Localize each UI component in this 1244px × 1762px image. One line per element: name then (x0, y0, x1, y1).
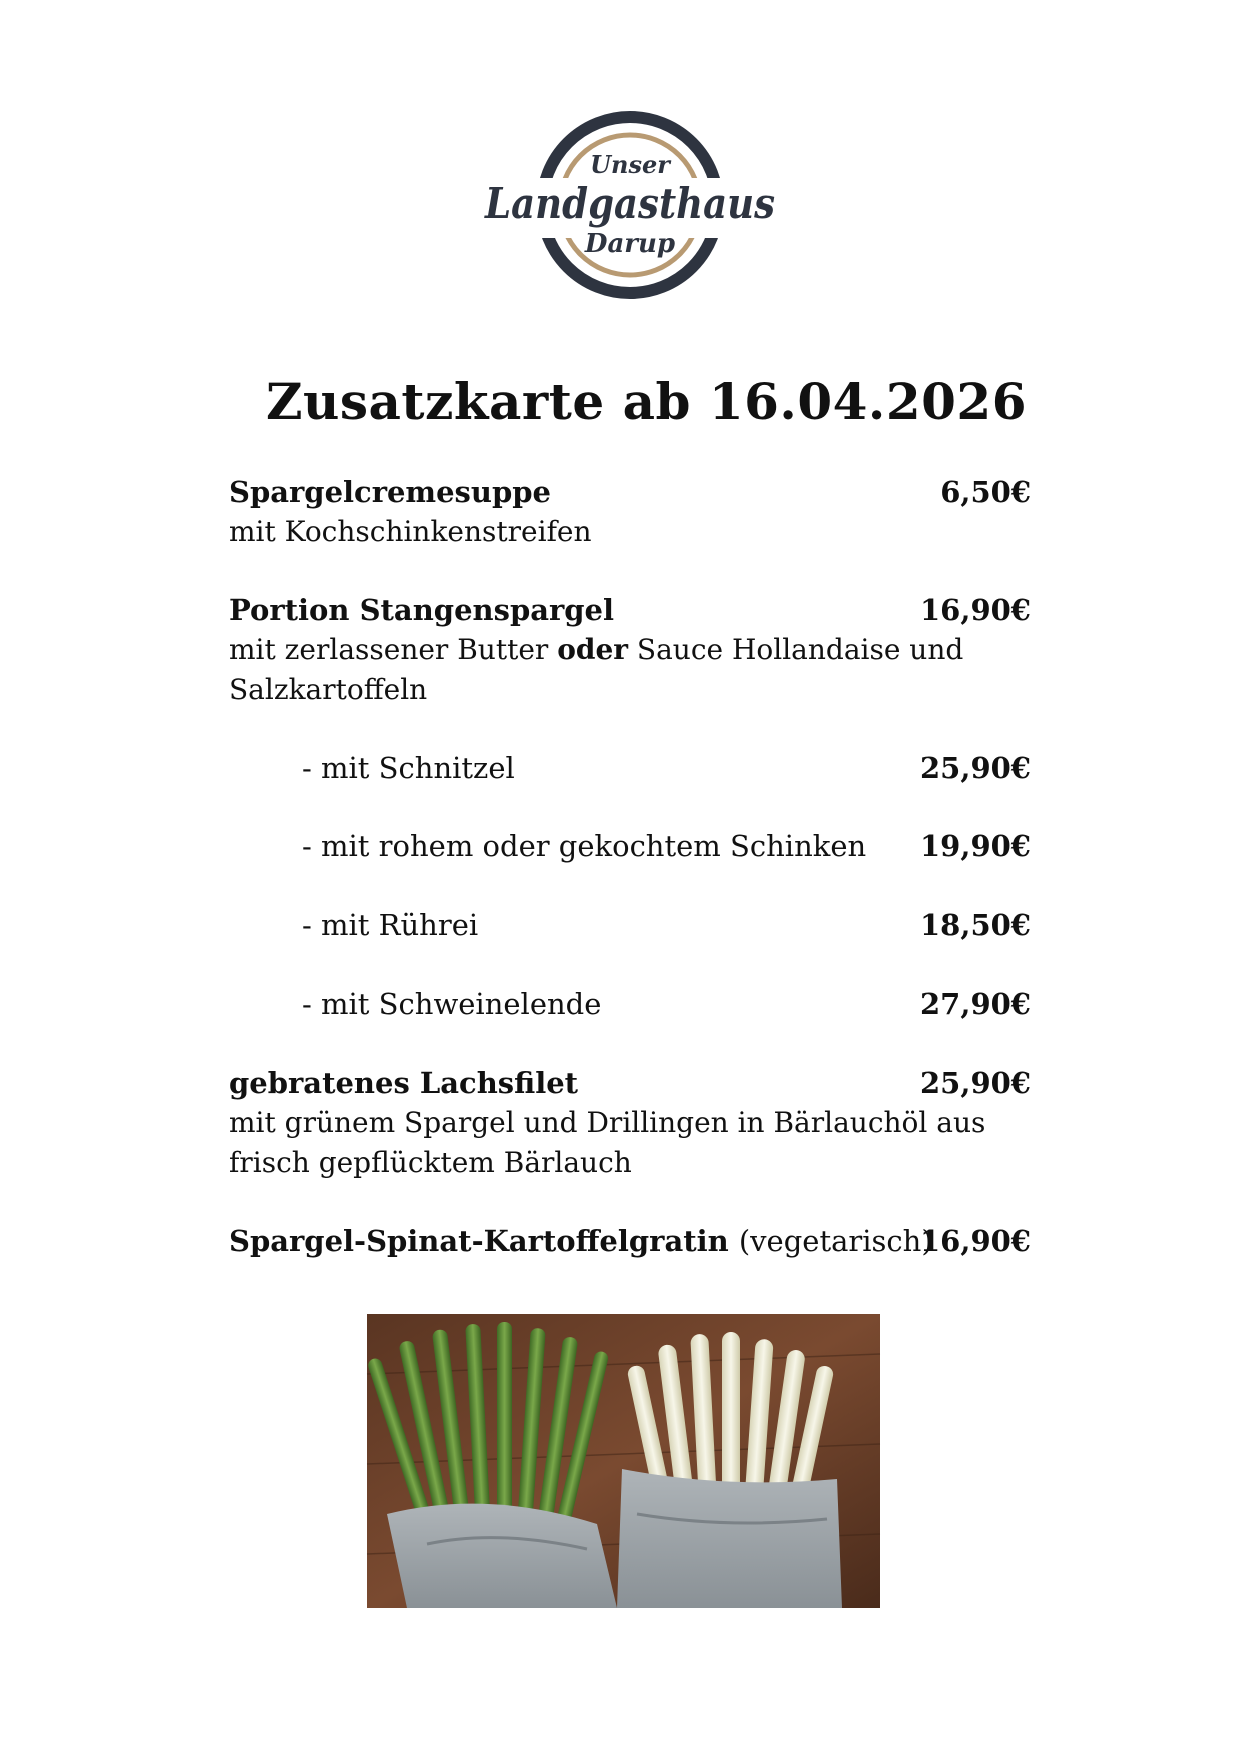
logo-text-top: Unser (590, 150, 670, 179)
option-price: 19,90€ (920, 829, 1031, 863)
item-name (229, 1224, 933, 1258)
option-name: - mit rohem oder gekochtem Schinken (302, 829, 867, 863)
menu-item-stangenspargel (229, 593, 1031, 633)
option-row (302, 751, 1031, 791)
item-description: mit grünem Spargel und Drillingen in Bärlauchöl aus frisch gepflücktem Bärlauch (229, 1106, 986, 1179)
desc-part: mit zerlassener Butter (229, 633, 558, 666)
page-title: Zusatzkarte ab 16.04.2026 (266, 372, 1027, 431)
logo-text-bottom: Darup (584, 229, 676, 259)
logo (480, 100, 780, 310)
menu-item-spargelcremesuppe (229, 475, 1031, 515)
menu-item-lachsfilet (229, 1066, 1031, 1106)
option-name: - mit Rührei (302, 908, 479, 942)
item-price: 16,90€ (920, 1224, 1031, 1258)
desc-bold: oder (557, 633, 629, 666)
item-name: Spargelcremesuppe (229, 475, 551, 509)
option-name: - mit Schnitzel (302, 751, 515, 785)
item-price: 16,90€ (920, 593, 1031, 627)
item-name: gebratenes Lachsfilet (229, 1066, 579, 1100)
item-description: mit Kochschinkenstreifen (229, 515, 592, 548)
option-price: 25,90€ (920, 751, 1031, 785)
menu-item-gratin (229, 1224, 1031, 1264)
option-price: 27,90€ (920, 987, 1031, 1021)
option-row (302, 829, 1031, 869)
option-row (302, 908, 1031, 948)
logo-text-middle: Landgasthaus (484, 179, 775, 228)
item-price: 25,90€ (920, 1066, 1031, 1100)
option-row (302, 987, 1031, 1027)
item-name: Portion Stangenspargel (229, 593, 615, 627)
item-name-text: Spargel-Spinat-Kartoffelgratin (229, 1224, 729, 1258)
item-price: 6,50€ (940, 475, 1031, 509)
option-name: - mit Schweinelende (302, 987, 602, 1021)
asparagus-photo (367, 1314, 880, 1608)
item-description (229, 630, 1031, 710)
item-note: (vegetarisch) (738, 1224, 933, 1258)
desc-part: Sauce Hollandaise und Salzkartoffeln (229, 633, 964, 706)
option-price: 18,50€ (920, 908, 1031, 942)
